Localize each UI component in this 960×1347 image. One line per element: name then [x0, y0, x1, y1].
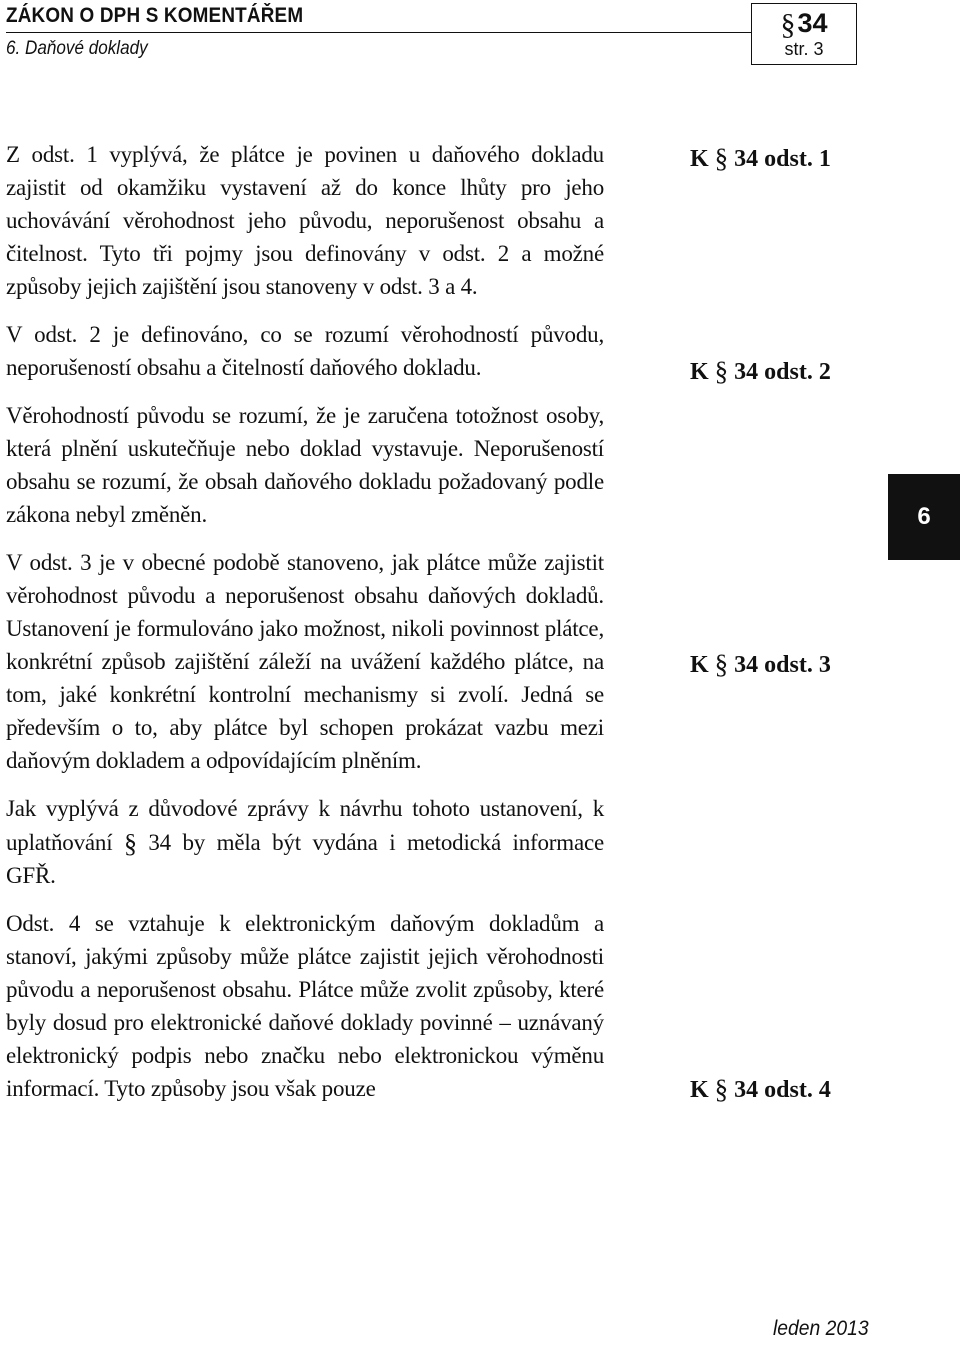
- margin-ref-odst2: [690, 355, 831, 386]
- commentary-text: [6, 138, 604, 1105]
- paragraph-odst4: Odst. 4 se vztahuje k elektronickým daňovým dokladům a stanoví, jakými způsoby může plátce zajistit jejich věrohodnosti původu a neporušenost obsahu. Plátce může zvolit způsoby, které byly dosud pro elektronické daňové doklady povinné – uznávaný elektronický podpis nebo značku nebo elektronickou výměnu informací. Tyto způsoby jsou však pouze: [6, 911, 604, 1101]
- paragraph-odst3: V odst. 3 je v obecné podobě stanoveno, jak plátce může zajistit věrohodnost původu a neporušenost obsahu daňových dokladů. Ustanovení je formulováno jako možnost, nikoli povinnost plátce, konkrétní způsob zajištění záleží na uvážení každého plátce, na tom, jaké konkrétní kontrolní mechanismy si zvolí. Jedná se především o to, aby plátce byl schopen prokázat vazbu mezi daňovým dokladem a odpovídajícím plněním.: [6, 550, 604, 773]
- margin-ref-odst3: [690, 648, 831, 679]
- paragraph-odst1: Z odst. 1 vyplývá, že plátce je povinen u daňového dokladu zajistit od okamžiku vystavení až do konce lhůty pro jeho uchovávání věrohodnost jeho původu, neporušenost obsahu a čitelnost. Tyto tři pojmy jsou definovány v odst. 2 a možné způsoby jejich zajištění jsou stanoveny v odst. 3 a 4.: [6, 142, 604, 299]
- section-symbol: §: [714, 1074, 729, 1104]
- paragraph-verohodnost: Věrohodností původu se rozumí, že je zaručena totožnost osoby, která plnění uskutečňuje nebo doklad vystavuje. Neporušeností obsahu se rozumí, že obsah daňového dokladu požadovaný podle zákona nebyl změněn.: [6, 403, 604, 527]
- section-symbol: §: [123, 829, 137, 858]
- ref-prefix: K: [690, 146, 709, 172]
- ref-prefix: K: [690, 1077, 709, 1103]
- margin-ref-odst4: [690, 1073, 831, 1104]
- ref-text: 34 odst. 2: [734, 359, 831, 385]
- book-title: ZÁKON O DPH S KOMENTÁŘEM: [6, 4, 304, 27]
- ref-text: 34 odst. 1: [734, 146, 831, 172]
- chapter-subtitle: 6. Daňové doklady: [6, 38, 148, 59]
- paragraph-odst2: V odst. 2 je definováno, co se rozumí věrohodností původu, neporušeností obsahu a čitelností daňového dokladu.: [6, 322, 604, 380]
- section-symbol: §: [780, 8, 796, 41]
- section-symbol: §: [714, 143, 729, 173]
- ref-text: 34 odst. 4: [734, 1077, 831, 1103]
- ref-text: 34 odst. 3: [734, 652, 831, 678]
- page-section-number: 34: [797, 8, 828, 38]
- footer-date: leden 2013: [773, 1317, 869, 1340]
- margin-ref-odst1: [690, 142, 831, 173]
- header-rule: [6, 32, 751, 33]
- section-symbol: §: [714, 649, 729, 679]
- page-section-ref: [752, 8, 856, 41]
- section-symbol: §: [714, 356, 729, 386]
- ref-prefix: K: [690, 652, 709, 678]
- page-number: str. 3: [784, 39, 824, 59]
- chapter-tab: 6: [888, 474, 960, 560]
- page-box: [751, 3, 857, 65]
- paragraph-text-before: Jak vyplývá z důvodové zprávy k návrhu tohoto ustanovení, k uplatňování: [6, 796, 604, 855]
- ref-prefix: K: [690, 359, 709, 385]
- paragraph-text-after: 34 by měla být vydána i metodická informace GFŘ.: [6, 830, 604, 888]
- paragraph-duvodova-zprava: [6, 792, 604, 892]
